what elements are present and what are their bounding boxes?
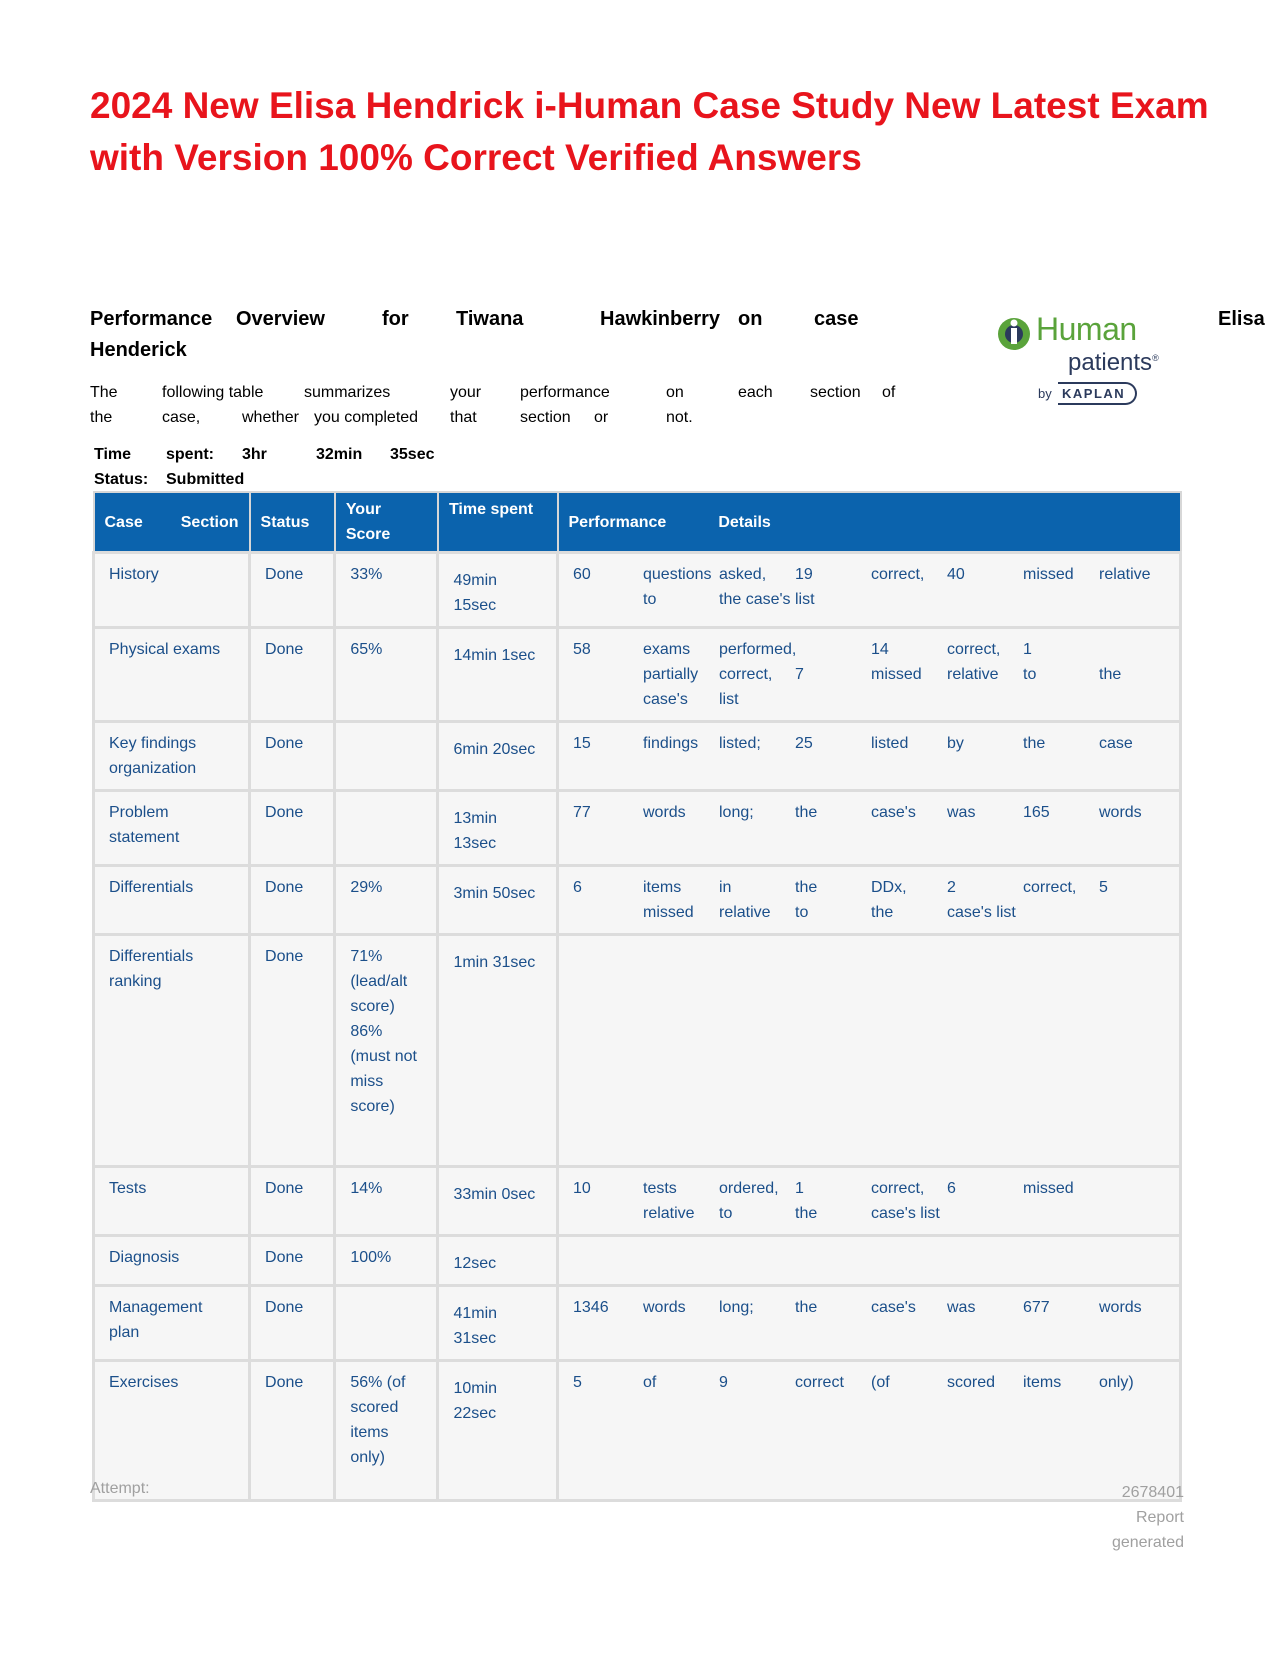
performance-word: [1099, 1176, 1165, 1201]
table-row: [94, 722, 1181, 791]
ihuman-logo-icon: [996, 314, 1036, 354]
cell-status: Done: [250, 722, 335, 791]
summary-word: each: [738, 384, 773, 401]
cell-score: [335, 791, 438, 866]
cell-status: Done: [250, 1167, 335, 1236]
overview-word: Hawkinberry: [600, 308, 721, 330]
report-footer: [1112, 1480, 1184, 1555]
cell-section: Exercises: [94, 1361, 250, 1501]
table-row: [94, 628, 1181, 722]
performance-word: [795, 687, 871, 712]
performance-word: listed;: [719, 735, 761, 752]
performance-word: missed: [643, 904, 694, 921]
summary-word: The: [90, 384, 118, 401]
table-row: [94, 1167, 1181, 1236]
performance-word: the: [1023, 735, 1046, 752]
cell-performance: [558, 553, 1181, 628]
generated-label: generated: [1111, 1534, 1184, 1551]
overview-word: Tiwana: [456, 308, 524, 330]
overview-word: Overview: [236, 308, 325, 330]
performance-word: [1023, 900, 1099, 925]
cell-time: 10min 22sec: [438, 1361, 558, 1501]
performance-word: [871, 687, 947, 712]
table-row: [94, 866, 1181, 935]
performance-word: long;: [719, 804, 754, 821]
performance-word: case's: [871, 1299, 916, 1316]
cell-performance: [558, 1286, 1181, 1361]
summary-word: your: [450, 384, 482, 401]
performance-word: missed: [1023, 566, 1074, 583]
performance-word: missed: [1023, 1180, 1074, 1197]
cell-status: Done: [250, 935, 335, 1167]
performance-word: [573, 900, 643, 925]
summary-word: you completed: [314, 409, 419, 426]
cell-time: 12sec: [438, 1236, 558, 1286]
performance-details: [573, 1295, 1165, 1320]
cell-performance: [558, 722, 1181, 791]
cell-section: Tests: [94, 1167, 250, 1236]
performance-word: [1099, 900, 1165, 925]
performance-word: correct,: [871, 1180, 925, 1197]
performance-word: was: [947, 1299, 976, 1316]
performance-word: words: [1099, 1299, 1142, 1316]
performance-word: in: [719, 879, 732, 896]
performance-word: relative: [1099, 566, 1151, 583]
performance-word: list: [719, 691, 739, 708]
cell-section: Differentials ranking: [94, 935, 250, 1167]
performance-word: [1099, 1201, 1165, 1226]
cell-performance: [558, 866, 1181, 935]
overview-word: Elisa: [1218, 308, 1265, 330]
performance-word: [1023, 587, 1099, 612]
overview-word: Performance: [90, 308, 213, 330]
performance-word: 77: [573, 804, 591, 821]
cell-performance: [558, 1236, 1181, 1286]
header-score: Your Score: [335, 492, 438, 553]
performance-details: [573, 875, 1165, 925]
table-row: [94, 1286, 1181, 1361]
summary-word: whether: [242, 409, 299, 426]
performance-word: only): [1099, 1374, 1134, 1391]
performance-word: to: [795, 904, 809, 921]
performance-word: case's list: [871, 1205, 940, 1222]
cell-performance: [558, 791, 1181, 866]
performance-word: case: [1099, 735, 1133, 752]
logo-kaplan-text: KAPLAN: [1058, 382, 1137, 405]
performance-details: [573, 562, 1165, 612]
performance-word: [947, 1201, 1023, 1226]
performance-word: of: [643, 1374, 657, 1391]
cell-section: History: [94, 553, 250, 628]
performance-word: words: [643, 1299, 686, 1316]
cell-score: 33%: [335, 553, 438, 628]
performance-details: [573, 1176, 1165, 1226]
performance-word: performed,: [719, 641, 797, 658]
performance-word: words: [1099, 804, 1142, 821]
cell-score: 29%: [335, 866, 438, 935]
table-row: [94, 553, 1181, 628]
cell-time: 3min 50sec: [438, 866, 558, 935]
performance-word: correct,: [719, 666, 773, 683]
cell-time: 49min 15sec: [438, 553, 558, 628]
cell-score: 65%: [335, 628, 438, 722]
time-minutes: 32min: [316, 446, 363, 463]
header-performance-details: Performance Details: [558, 492, 1181, 553]
performance-word: items: [1023, 1374, 1062, 1391]
cell-section: Diagnosis: [94, 1236, 250, 1286]
logo-human-text: Human: [1036, 311, 1137, 347]
performance-word: 1: [1023, 641, 1032, 658]
header-time: Time spent: [438, 492, 558, 553]
ihuman-patients-logo: [996, 310, 1166, 410]
logo-patients-text: patients®: [1068, 349, 1159, 376]
logo-by-text: by: [1038, 386, 1052, 401]
table-row: [94, 791, 1181, 866]
status-label: Status:: [94, 471, 149, 488]
performance-word: correct,: [871, 566, 925, 583]
cell-performance: [558, 1167, 1181, 1236]
performance-details: [573, 637, 1165, 712]
cell-score: 56% (of scored items only): [335, 1361, 438, 1501]
performance-word: [573, 687, 643, 712]
performance-word: [871, 587, 947, 612]
cell-section: Physical exams: [94, 628, 250, 722]
cell-score: 14%: [335, 1167, 438, 1236]
summary-word: following table: [162, 384, 264, 401]
attempt-id: 2678401: [1121, 1484, 1184, 1501]
performance-word: 6: [573, 879, 582, 896]
performance-word: the: [1099, 666, 1122, 683]
summary-word: of: [882, 384, 896, 401]
performance-word: list: [795, 591, 815, 608]
performance-word: [1023, 687, 1099, 712]
performance-word: [947, 687, 1023, 712]
performance-word: 1346: [573, 1299, 609, 1316]
performance-word: scored: [947, 1374, 996, 1391]
performance-word: [1023, 1201, 1099, 1226]
performance-word: [573, 1201, 643, 1226]
performance-word: [1099, 587, 1165, 612]
performance-word: 2: [947, 879, 956, 896]
performance-word: 10: [573, 1180, 591, 1197]
cell-score: [335, 722, 438, 791]
summary-paragraph: [90, 380, 960, 430]
performance-details: [573, 731, 1165, 756]
cell-status: Done: [250, 1286, 335, 1361]
cell-status: Done: [250, 628, 335, 722]
performance-word: findings: [643, 735, 699, 752]
document-title: 2024 New Elisa Hendrick i-Human Case Study New Latest Exam with Version 100% Correct Verified Answers: [90, 85, 1209, 178]
header-status: Status: [250, 492, 335, 553]
report-label: Report: [1135, 1509, 1184, 1526]
performance-word: to: [719, 1205, 733, 1222]
cell-time: 41min 31sec: [438, 1286, 558, 1361]
performance-word: [1099, 637, 1165, 662]
attempt-footer: Attempt:: [90, 1480, 150, 1497]
performance-details: [573, 800, 1165, 825]
performance-word: listed: [871, 735, 909, 752]
spent-label: spent:: [166, 446, 214, 463]
cell-score: [335, 1286, 438, 1361]
performance-word: 40: [947, 566, 965, 583]
cell-status: Done: [250, 1236, 335, 1286]
overview-word: Henderick: [90, 339, 187, 361]
cell-section: Key findings organization: [94, 722, 250, 791]
performance-word: the: [795, 879, 818, 896]
performance-word: by: [947, 735, 964, 752]
summary-word: that: [450, 409, 477, 426]
time-label: Time: [94, 446, 132, 463]
performance-word: 14: [871, 641, 889, 658]
overview-word: for: [382, 308, 409, 330]
performance-word: case's list: [947, 904, 1016, 921]
cell-time: 13min 13sec: [438, 791, 558, 866]
cell-performance: [558, 1361, 1181, 1501]
performance-word: missed: [871, 666, 922, 683]
table-row: [94, 1361, 1181, 1501]
performance-table: [92, 491, 1182, 1502]
cell-performance: [558, 628, 1181, 722]
cell-time: 1min 31sec: [438, 935, 558, 1167]
performance-word: 19: [795, 566, 813, 583]
performance-word: words: [643, 804, 686, 821]
table-header-row: [94, 492, 1181, 553]
performance-word: was: [947, 804, 976, 821]
performance-word: 1: [795, 1180, 804, 1197]
performance-word: to: [1023, 666, 1037, 683]
cell-time: 14min 1sec: [438, 628, 558, 722]
performance-details: [573, 1370, 1165, 1395]
cell-section: Differentials: [94, 866, 250, 935]
performance-word: ordered,: [719, 1180, 779, 1197]
performance-word: correct,: [947, 641, 1001, 658]
performance-word: long;: [719, 1299, 754, 1316]
performance-word: (of: [871, 1374, 890, 1391]
header-case-section: Case Section: [94, 492, 250, 553]
overview-word: on: [738, 308, 763, 330]
performance-word: DDx,: [871, 879, 907, 896]
performance-word: [573, 587, 643, 612]
performance-word: the: [871, 904, 894, 921]
performance-word: 15: [573, 735, 591, 752]
performance-word: case's: [871, 804, 916, 821]
cell-status: Done: [250, 1361, 335, 1501]
performance-word: relative: [719, 904, 771, 921]
performance-word: [795, 637, 871, 662]
summary-word: the: [90, 409, 113, 426]
performance-word: 6: [947, 1180, 956, 1197]
cell-score: 100%: [335, 1236, 438, 1286]
performance-word: the: [795, 1205, 818, 1222]
summary-word: section: [810, 384, 861, 401]
performance-word: exams: [643, 641, 691, 658]
performance-word: 9: [719, 1374, 728, 1391]
performance-word: tests: [643, 1180, 677, 1197]
table-row: [94, 1236, 1181, 1286]
performance-word: relative: [643, 1205, 695, 1222]
summary-word: or: [594, 409, 609, 426]
performance-word: items: [643, 879, 682, 896]
performance-word: partially: [643, 666, 699, 683]
cell-status: Done: [250, 791, 335, 866]
performance-word: questions: [643, 566, 712, 583]
performance-word: [947, 587, 1023, 612]
performance-word: the: [795, 804, 818, 821]
time-hours: 3hr: [242, 446, 267, 463]
summary-word: not.: [666, 409, 693, 426]
cell-section: Management plan: [94, 1286, 250, 1361]
cell-status: Done: [250, 866, 335, 935]
performance-word: 60: [573, 566, 591, 583]
overview-word: case: [814, 308, 859, 330]
cell-performance: [558, 935, 1181, 1167]
status-value: Submitted: [166, 471, 245, 488]
performance-word: relative: [947, 666, 999, 683]
cell-section: Problem statement: [94, 791, 250, 866]
performance-word: to: [643, 591, 657, 608]
summary-word: section: [520, 409, 571, 426]
table-row: [94, 935, 1181, 1167]
performance-word: asked,: [719, 566, 767, 583]
performance-word: 7: [795, 666, 804, 683]
performance-word: [1099, 687, 1165, 712]
summary-word: on: [666, 384, 684, 401]
cell-time: 33min 0sec: [438, 1167, 558, 1236]
summary-word: summarizes: [304, 384, 391, 401]
summary-word: performance: [520, 384, 610, 401]
cell-time: 6min 20sec: [438, 722, 558, 791]
performance-word: 25: [795, 735, 813, 752]
performance-word: case's: [643, 691, 688, 708]
cell-status: Done: [250, 553, 335, 628]
performance-word: the: [795, 1299, 818, 1316]
time-seconds: 35sec: [390, 446, 435, 463]
performance-word: 677: [1023, 1299, 1050, 1316]
performance-word: the case's: [719, 591, 791, 608]
performance-word: 58: [573, 641, 591, 658]
performance-word: 5: [573, 1374, 582, 1391]
performance-word: 5: [1099, 879, 1108, 896]
performance-word: correct,: [1023, 879, 1077, 896]
performance-word: 165: [1023, 804, 1050, 821]
performance-word: [573, 662, 643, 687]
performance-word: correct: [795, 1374, 844, 1391]
cell-score: 71% (lead/alt score) 86% (must not miss score): [335, 935, 438, 1167]
summary-word: case,: [162, 409, 201, 426]
